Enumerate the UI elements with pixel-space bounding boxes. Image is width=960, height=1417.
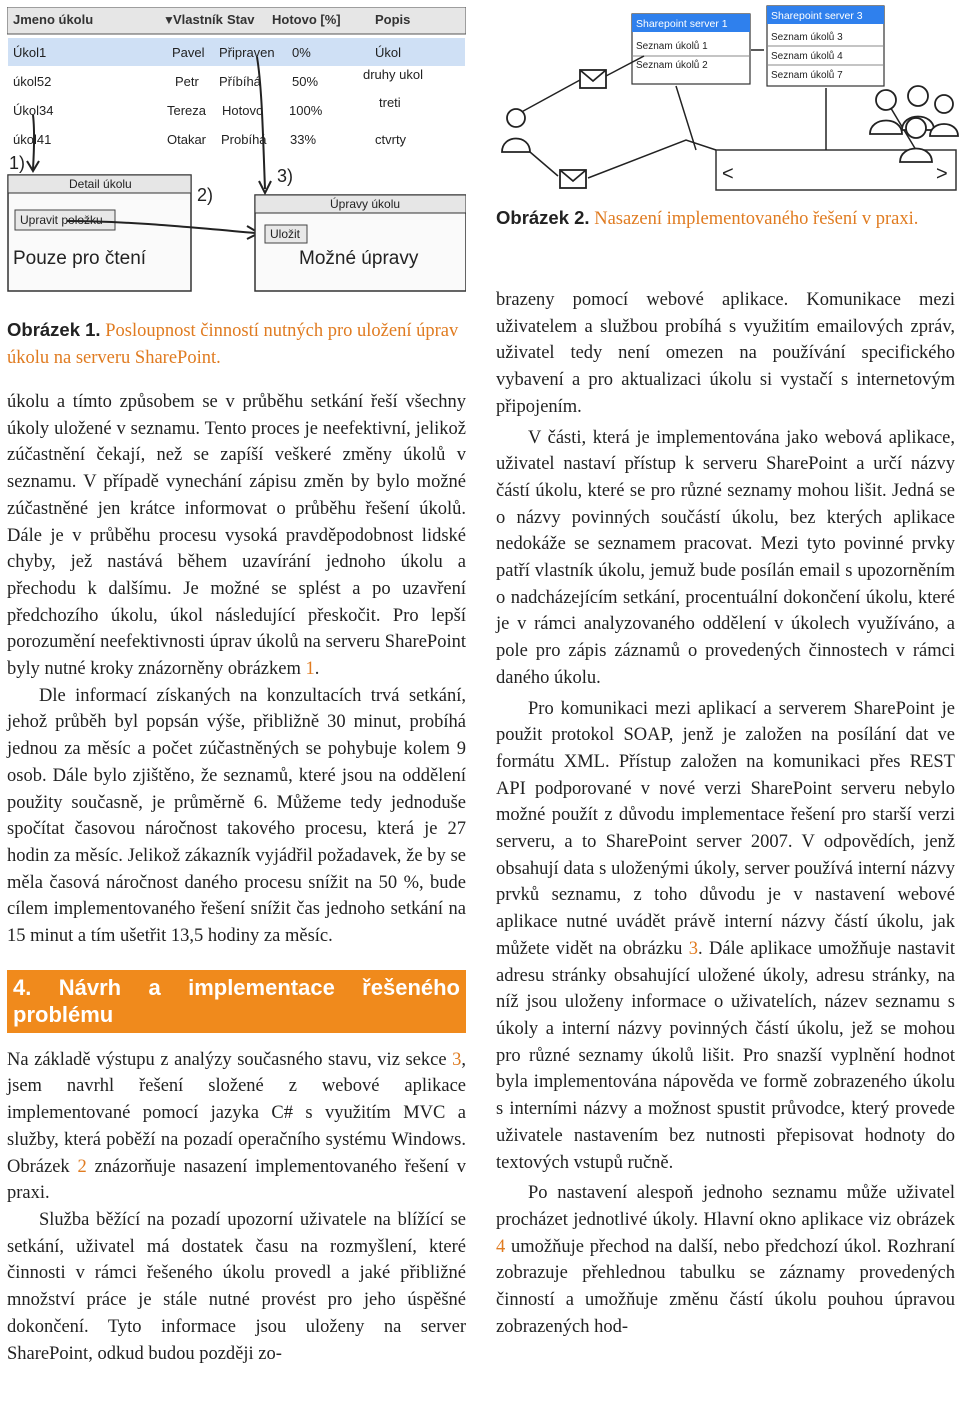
server-1-list-2: Seznam úkolů 2 [636,60,708,71]
prev-arrow-icon: < [722,163,734,185]
right-paragraph-3-text-b: . Dále aplikace umožňuje nastavit adresu stránky obsahující uložené úkoly, adresu stránky, na níž jsou uloženy informace o uživatelích, název seznamu s úkoly a interní názvy povinných částí úkolu, jež se mohou pro různé seznamy úkolů lišit. Pro snazší vyplnění hodnot byla implementována nápověda ve formě zobrazeného úkolu s interními názvy a možnost spustit průvodce, který provede uživatele nastavením bez nutnosti přepisovat hodnoty do textových vstupů ručně. [496,938,955,1173]
left-paragraph-1-text: úkolu a tímto způsobem se v průběhu setkání řeší všechny úkoly uložené v seznamu. Tento proces je neefektivní, jelikož zúčastnění čekají, než se zapíší veškeré změny úkolů v seznamu. V případě vynechání zápisu změn by bylo možné zúčastněné jen krátce informovat o průběhu řešení úkolů. Dále je v průběhu procesu vysoká pravděpodobnost lidské chyby, jež nastává během uzavírání jednoho úkolu a přechodu k dalšímu. Je možné se splést a po uzavření předchozího úkolu, úkol následující přeskočit. Pro lepší porozumění neefektivnosti úprav úkolů na serveru SharePoint byly nutné kroky znázorněny obrázkem [7,392,466,680]
right-paragraph-4-text-b: umožňuje přechod na další, nebo předchozí úkol. Rozhraní zobrazuje přehlednou tabulku se záznamy provedených činností a umožňuje změnu částí úkolu pouhou úpravou zobrazených hod- [496,1236,955,1337]
right-paragraph-4 [496,1180,955,1340]
right-paragraph-3-text-a: Pro komunikaci mezi aplikací a serverem SharePoint je použit protokol SOAP, jenž je založen na posílání dat ve formátu XML. Přístup založen na komunikaci přes REST API podporované v nové verzi SharePoint serveru nebylo možné použít z důvodu implementace řešení pro starší verzi serveru, a to SharePoint server 2007. V odpovědích, jenž obsahují data s uloženými úkoly, server používá interní názvy prvků seznamu, z toho důvodu je v nastavení webové aplikace nutné uvádět právě interní názvy částí úkolu, jak můžete vidět na obrázku [496,698,955,959]
table-row-1-owner: Pavel [172,45,205,60]
figure-2-caption-label: Obrázek 2. [496,207,590,228]
table-row-2-owner: Petr [175,74,199,89]
right-paragraph-2: V části, která je implementována jako webová aplikace, uživatel nastaví přístup k serveru SharePoint a určí názvy částí úkolu, které se pro různé seznamy mohou lišit. Jedná se o názvy povinných součástí úkolu, bez kterých aplikace nedokáže se seznamem pracovat. Mezi tyto povinné prvky patří vlastník úkolu, jemuž bude posílán email s upozorněním o nadcházejícím setkání, procentuální dokončení úkolu, které je v rámci analyzovaného oddělení v úkolech využíváno, a pole pro zápis záznamů o provedených činnostech v rámci daného úkolu. [496,427,955,688]
table-row-2-done: 50% [292,74,319,89]
table-row-2-name: úkol52 [13,74,52,89]
table-row-4-done: 33% [290,132,317,147]
left-paragraph-1-end: . [314,659,320,680]
figure-1-caption-text: Posloupnost činností nutných pro uložení úprav úkolu na serveru SharePoint. [7,321,459,368]
right-column [496,287,955,1340]
left-paragraph-3-text-a: Na základě výstupu z analýzy současného stavu, viz sekce [7,1049,447,1070]
server-1-list-1: Seznam úkolů 1 [636,41,708,52]
detail-window-title: Detail úkolu [69,177,132,191]
left-paragraph-4: Služba běžící na pozadí upozorní uživatele na blížící se setkání, uživatel má dostatek času na rozmyšlení, které činnosti v rámci řešeného úkolu provedl a jaké přibližné množství práce je stále nutné provést pro jeho úspěšné dokončení. Tyto informace jsou uloženy na server SharePoint, odkud budou později zo- [7,1209,466,1364]
right-paragraph-1: brazeny pomocí webové aplikace. Komunikace mezi uživatelem a službou probíhá s využitím emailových zpráv, uživatel tedy není omezen na používání specifického vybavení a pro aktualizaci úkolu si vystačí s internetovým připojením. [496,290,955,417]
left-paragraph-2: Dle informací získaných na konzultacích trvá setkání, jehož průběh byl popsán výše, přibližně 30 minut, probíhá jednou za měsíc a počet zúčastněných se pohybuje kolem 9 osob. Dále bylo zjištěno, že seznamů, které jsou na oddělení použity současně, je průměrně 6. Můžeme tedy jednoduše spočítat časovou náročnost takového procesu, která je 27 hodin za měsíc. Jelikož zákazník vyjádřil požadavek, že by se měla časová náročnost daného procesu snížit na 50 %, bude cílem implementovaného řešení snížit čas jednoho setkání na 15 minut a tím ušetřit 13,5 hodiny za měsíc. [7,685,466,947]
left-column [7,389,466,1367]
table-row-4-name: úkol41 [13,132,52,147]
step-2-label: 2) [197,185,214,205]
table-row-1-done: 0% [292,45,311,60]
table-row-3-name: Úkol34 [13,103,54,118]
server-3-list-2: Seznam úkolů 4 [771,51,843,62]
figure-1-caption-label: Obrázek 1. [7,319,101,340]
server-3-list-1: Seznam úkolů 3 [771,32,843,43]
left-paragraph-3-text-c: znázorňuje nasazení implementovaného řešení v praxi. [7,1156,467,1204]
left-paragraph-3 [7,1047,466,1207]
edit-item-button-label: Upravit položku [20,213,103,227]
table-header-done: Hotovo [%] [272,12,341,27]
table-row-4-state: Probíhá [221,132,267,147]
step-3-label: 3) [277,166,294,186]
figure-3-ref[interactable]: 3 [688,938,699,959]
table-header-state: Stav [227,12,255,27]
step-1-label: 1) [9,153,26,173]
right-paragraph-3 [496,696,955,1177]
table-row-1-name: Úkol1 [13,45,47,60]
next-arrow-icon: > [936,163,948,185]
left-paragraph-1 [7,389,466,683]
edits-window-title: Úpravy úkolu [330,197,401,211]
table-row-1-state: Připraven [219,45,275,60]
table-row-3-done: 100% [289,103,323,118]
user-person-icon [502,109,530,152]
table-row-2-desc: druhy ukol [363,67,423,82]
right-paragraph-4-text-a: Po nastavení alespoň jednoho seznamu může uživatel procházet jednotlivé úkoly. Hlavní okno aplikace viz obrázek [496,1183,955,1230]
figure-1-caption [7,316,466,372]
table-header-description: Popis [375,12,411,27]
editable-label: Možné úpravy [299,248,419,269]
server-3-list-3: Seznam úkolů 7 [771,70,843,81]
table-header-name: Jmeno úkolu [13,12,94,27]
figure-1-sketch [7,7,466,307]
sort-arrow-icon: ▼ [163,13,175,27]
table-row-2-state: Příbíhá [219,74,261,89]
table-row-4-desc: ctvrty [375,132,407,147]
figure-2-ref[interactable]: 2 [77,1156,87,1177]
table-row-3-state: Hotovo [222,103,264,118]
table-row-4-owner: Otakar [167,132,207,147]
table-row-3-desc: treti [379,95,401,110]
section-heading-4: 4. Návrh a implementace řešeného problému [7,970,466,1033]
server-3-title: Sharepoint server 3 [771,10,863,22]
readonly-label: Pouze pro čtení [13,248,147,269]
figure-2-caption [496,204,955,233]
left-paragraph-3-text-b: , jsem navrhl řešení složené z webové aplikace implementované pomocí jazyka C# s využitím MVC a služby, která poběží na pozadí operačního systému Windows. Obrázek [7,1049,467,1177]
save-button-label: Uložit [270,227,301,241]
figure-4-ref[interactable]: 4 [496,1236,506,1257]
figure-2-caption-text: Nasazení implementovaného řešení v praxi. [594,209,919,229]
figure-2-sketch [496,0,960,196]
table-row-1-desc: Úkol [375,45,402,60]
figure-1-ref[interactable]: 1 [305,659,315,680]
email-envelope-icon [560,170,586,188]
section-3-ref[interactable]: 3 [452,1049,462,1070]
table-row-3-owner: Tereza [167,103,207,118]
table-header-owner: Vlastník [173,12,223,27]
server-1-title: Sharepoint server 1 [636,18,728,30]
email-envelope-icon [580,70,606,88]
